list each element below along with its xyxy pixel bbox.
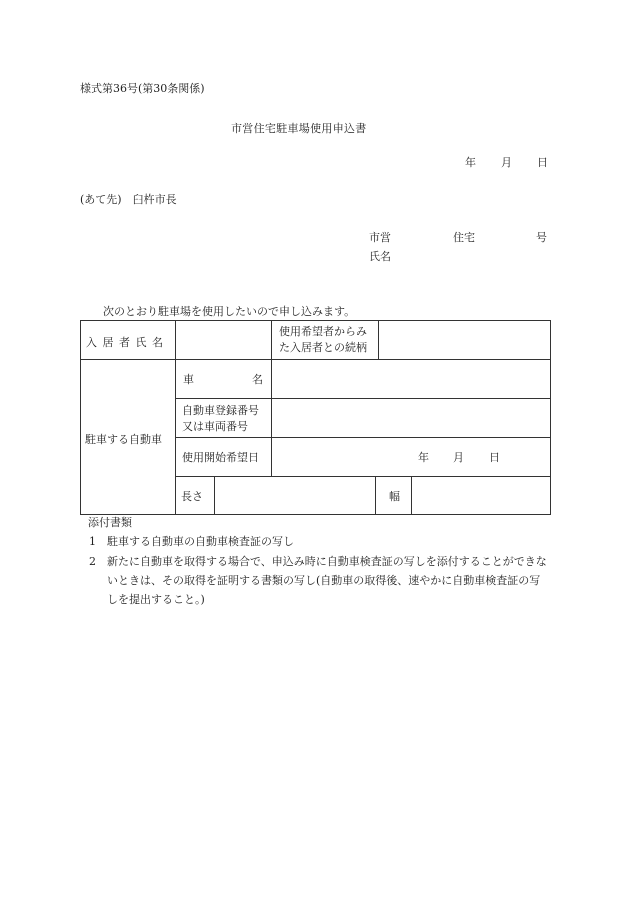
date-month-label: 月 <box>501 156 512 169</box>
table-line <box>80 320 551 321</box>
table-line <box>175 476 551 477</box>
date-year-label: 年 <box>465 156 476 169</box>
start-day-label: 日 <box>489 451 500 464</box>
car-group-label: 駐車する自動車 <box>85 433 162 446</box>
table-line <box>80 320 81 515</box>
relation-label-line2: た入居者との続柄 <box>279 340 367 354</box>
applicant-housing-label: 住宅 <box>453 231 475 244</box>
addressee: (あて先) 臼杵市長 <box>80 193 177 206</box>
table-line <box>80 514 551 515</box>
form-title: 市営住宅駐車場使用申込書 <box>231 122 367 135</box>
start-year-label: 年 <box>418 451 429 464</box>
car-name-label-a: 車 <box>183 373 194 386</box>
date-day-label: 日 <box>537 156 548 169</box>
applicant-number-label: 号 <box>536 231 547 244</box>
start-month-label: 月 <box>453 451 464 464</box>
table-line <box>550 320 551 515</box>
table-line <box>271 320 272 359</box>
intro-text: 次のとおり駐車場を使用したいので申し込みます。 <box>103 305 356 318</box>
applicant-city-housing-label: 市営 <box>369 231 391 244</box>
attachment-text: 駐車する自動車の自動車検査証の写し <box>107 535 294 548</box>
relation-label <box>279 324 367 356</box>
length-label: 長さ <box>181 490 203 503</box>
attachment-number: 2 <box>89 555 96 568</box>
registration-label-line1: 自動車登録番号 <box>182 404 259 417</box>
table-line <box>175 320 176 515</box>
attachment-text: 新たに自動車を取得する場合で、申込み時に自動車検査証の写しを添付することができないときは、その取得を証明する書類の写し(自動車の取得後、速やかに自動車検査証の写しを提出すること。) <box>107 555 547 606</box>
registration-number-label <box>182 403 259 435</box>
table-line <box>80 359 551 360</box>
attachments-heading: 添付書類 <box>88 516 132 529</box>
car-name-label <box>183 372 263 388</box>
attachment-item <box>89 533 294 552</box>
form-number: 様式第36号(第30条関係) <box>80 82 205 95</box>
table-line <box>175 437 551 438</box>
attachment-item <box>89 553 551 610</box>
start-date-label: 使用開始希望日 <box>182 451 259 464</box>
table-line <box>214 476 215 515</box>
table-line <box>378 320 379 359</box>
table-line <box>271 359 272 476</box>
width-label: 幅 <box>389 490 400 503</box>
relation-label-line1: 使用希望者からみ <box>279 325 367 338</box>
table-line <box>375 476 376 515</box>
resident-name-label: 入居者氏名 <box>86 336 169 349</box>
registration-label-line2: 又は車両番号 <box>182 419 248 433</box>
applicant-name-label: 氏名 <box>369 250 391 263</box>
attachment-number: 1 <box>89 535 96 548</box>
car-name-label-b: 名 <box>252 373 263 386</box>
table-line <box>411 476 412 515</box>
table-line <box>175 398 551 399</box>
